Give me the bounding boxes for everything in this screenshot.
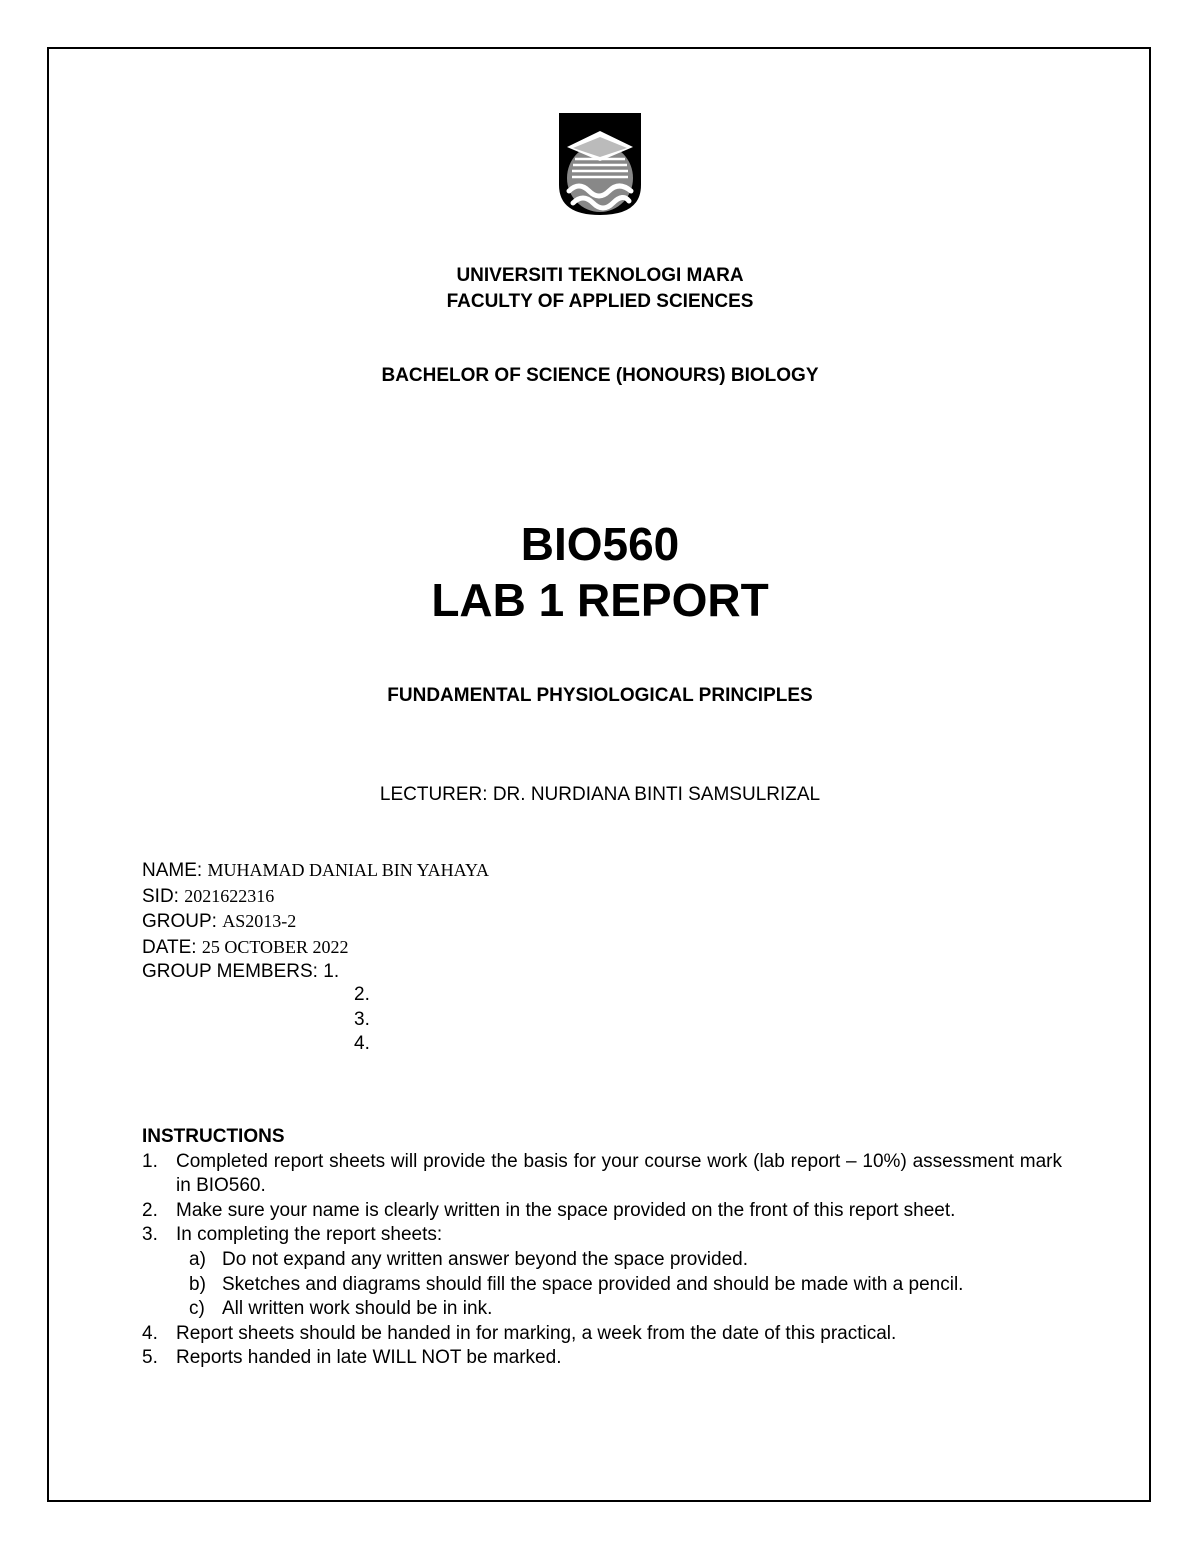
lecturer-line: LECTURER: DR. NURDIANA BINTI SAMSULRIZAL xyxy=(379,784,821,805)
sid-label: SID: xyxy=(142,885,179,907)
course-code: BIO560 xyxy=(520,518,680,570)
instruction-number: 5. xyxy=(142,1347,158,1369)
subitem-text: Do not expand any written answer beyond the space provided. xyxy=(222,1248,748,1270)
instruction-number: 3. xyxy=(142,1224,158,1246)
instruction-subitem xyxy=(142,1297,1062,1322)
members-row xyxy=(142,960,489,985)
date-value: 25 OCTOBER 2022 xyxy=(201,936,349,957)
instruction-item xyxy=(142,1150,1062,1199)
subitem-text: All written work should be in ink. xyxy=(222,1298,493,1320)
instruction-item xyxy=(142,1199,1062,1224)
report-subtitle: FUNDAMENTAL PHYSIOLOGICAL PRINCIPLES xyxy=(387,685,813,706)
name-row xyxy=(142,858,489,884)
faculty-name: FACULTY OF APPLIED SCIENCES xyxy=(446,291,754,312)
member-item: 3. xyxy=(354,1009,370,1030)
instruction-subitem xyxy=(142,1273,1062,1298)
member-item: 2. xyxy=(354,984,370,1005)
instruction-item xyxy=(142,1322,1062,1347)
sid-row xyxy=(142,884,489,910)
group-label: GROUP: xyxy=(142,911,217,932)
instructions-title: INSTRUCTIONS xyxy=(142,1126,285,1147)
report-title: LAB 1 REPORT xyxy=(431,574,769,626)
student-info xyxy=(142,858,489,985)
date-row xyxy=(142,935,489,961)
subitem-letter: c) xyxy=(189,1298,205,1320)
university-name: UNIVERSITI TEKNOLOGI MARA xyxy=(456,265,744,286)
instruction-number: 4. xyxy=(142,1322,158,1344)
subitem-letter: a) xyxy=(189,1248,206,1270)
instruction-item xyxy=(142,1346,1062,1371)
instruction-item xyxy=(142,1223,1062,1248)
instruction-text: Completed report sheets will provide the basis for your course work (lab report – 10%) assessment mark in BIO560. xyxy=(176,1150,1062,1197)
name-value: MUHAMAD DANIAL BIN YAHAYA xyxy=(207,860,489,880)
instruction-text: In completing the report sheets: xyxy=(176,1224,443,1246)
instruction-subitem xyxy=(142,1248,1062,1273)
instructions xyxy=(142,1125,1062,1371)
date-label: DATE: xyxy=(142,936,197,958)
subitem-text: Sketches and diagrams should fill the space provided and should be made with a pencil. xyxy=(222,1273,964,1295)
members-label: GROUP MEMBERS: xyxy=(142,961,318,982)
name-label: NAME: xyxy=(142,860,203,881)
uitm-logo-icon xyxy=(559,113,641,215)
instruction-number: 2. xyxy=(142,1199,158,1221)
member-item: 1. xyxy=(323,961,340,982)
programme-name: BACHELOR OF SCIENCE (HONOURS) BIOLOGY xyxy=(381,365,819,386)
instruction-number: 1. xyxy=(142,1150,158,1172)
sid-value: 2021622316 xyxy=(184,885,275,906)
group-row xyxy=(142,909,489,935)
member-item: 4. xyxy=(354,1033,370,1054)
instruction-text: Reports handed in late WILL NOT be marked. xyxy=(176,1347,562,1369)
instruction-text: Report sheets should be handed in for marking, a week from the date of this practical. xyxy=(176,1322,897,1344)
subitem-letter: b) xyxy=(189,1273,206,1295)
instruction-text: Make sure your name is clearly written in the space provided on the front of this report sheet. xyxy=(176,1199,956,1221)
group-value: AS2013-2 xyxy=(222,911,297,931)
